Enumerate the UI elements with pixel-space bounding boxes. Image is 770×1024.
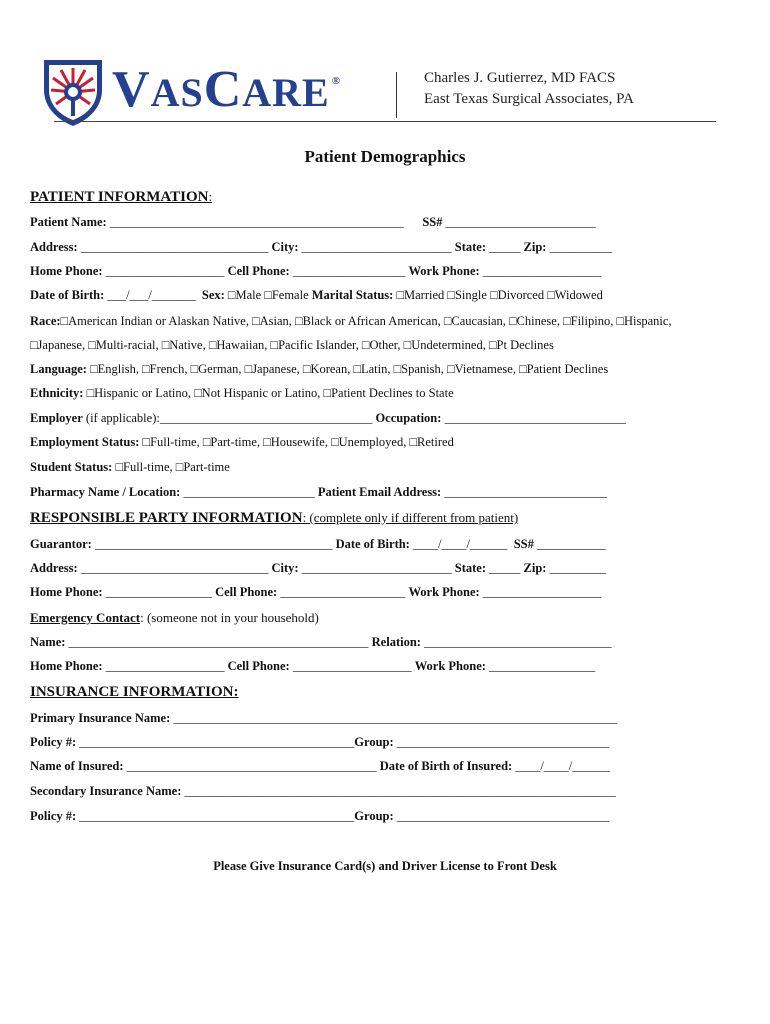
patient-dob-sex-marital-row[interactable]: Date of Birth: ___/___/_______ Sex: □Male □Female Marital Status: □Married □Single □Divorced □Widowed	[30, 288, 603, 302]
secondary-policy-row[interactable]: Policy #: ____________________________________________Group: __________________________________	[30, 809, 610, 823]
header-rule	[54, 121, 716, 122]
primary-insurance-row[interactable]: Primary Insurance Name: _______________________________________________________________________	[30, 711, 618, 725]
patient-pharmacy-email-row[interactable]: Pharmacy Name / Location: _____________________ Patient Email Address: __________________________	[30, 485, 607, 499]
primary-policy-row[interactable]: Policy #: ____________________________________________Group: __________________________________	[30, 735, 610, 749]
emergency-contact-heading: Emergency Contact: (someone not in your household)	[30, 610, 319, 625]
insurance-info-heading: INSURANCE INFORMATION:	[30, 684, 239, 700]
patient-employment-status-row[interactable]: Employment Status: □Full-time, □Part-time, □Housewife, □Unemployed, □Retired	[30, 435, 454, 449]
name-of-insured-row[interactable]: Name of Insured: ________________________________________ Date of Birth of Insured: ____/____/______	[30, 759, 610, 773]
patient-ethnicity-row[interactable]: Ethnicity: □Hispanic or Latino, □Not Hispanic or Latino, □Patient Declines to State	[30, 386, 454, 400]
guarantor-row[interactable]: Guarantor: ______________________________________ Date of Birth: ____/____/______ SS# ___________	[30, 537, 606, 551]
footer-note: Please Give Insurance Card(s) and Driver License to Front Desk	[213, 859, 557, 873]
emergency-phone-row[interactable]: Home Phone: ___________________ Cell Phone: ___________________ Work Phone: _________________	[30, 659, 596, 673]
practice-name: East Texas Surgical Associates, PA	[424, 91, 634, 107]
patient-address-row[interactable]: Address: ______________________________ City: ________________________ State: _____ Zip: __________	[30, 240, 613, 254]
patient-info-heading: PATIENT INFORMATION:	[30, 189, 213, 205]
emergency-name-row[interactable]: Name: ________________________________________________ Relation: ______________________________	[30, 635, 612, 649]
doctor-info	[424, 68, 634, 110]
guarantor-phone-row[interactable]: Home Phone: _________________ Cell Phone: ____________________ Work Phone: ___________________	[30, 585, 602, 599]
patient-language-row[interactable]: Language: □English, □French, □German, □Japanese, □Korean, □Latin, □Spanish, □Vietnamese, □Patient Declines	[30, 362, 609, 376]
patient-phone-row[interactable]: Home Phone: ___________________ Cell Phone: __________________ Work Phone: ___________________	[30, 264, 602, 278]
secondary-insurance-row[interactable]: Secondary Insurance Name: _____________________________________________________________________	[30, 784, 616, 798]
page-title: Patient Demographics	[304, 147, 466, 166]
vascare-wordmark: VASCARE ®	[112, 61, 341, 118]
doctor-name: Charles J. Gutierrez, MD FACS	[424, 70, 616, 86]
responsible-party-heading: RESPONSIBLE PARTY INFORMATION: (complete only if different from patient)	[30, 510, 519, 526]
header-divider	[396, 72, 397, 118]
vascare-shield-logo	[40, 56, 106, 128]
patient-race-row[interactable]: Race:□American Indian or Alaskan Native, □Asian, □Black or African American, □Caucasian, □Chinese, □Filipino, □Hispanic,	[30, 314, 672, 328]
guarantor-address-row[interactable]: Address: ______________________________ City: ________________________ State: _____ Zip: _________	[30, 561, 606, 575]
patient-race-row-continued[interactable]: □Japanese, □Multi-racial, □Native, □Hawaiian, □Pacific Islander, □Other, □Undetermined, □Pt Declines	[30, 338, 554, 352]
patient-name-row[interactable]: Patient Name: _______________________________________________ SS# ________________________	[30, 215, 596, 229]
patient-student-status-row[interactable]: Student Status: □Full-time, □Part-time	[30, 460, 230, 474]
patient-employer-row[interactable]: Employer (if applicable):__________________________________ Occupation: _____________________________	[30, 411, 626, 425]
